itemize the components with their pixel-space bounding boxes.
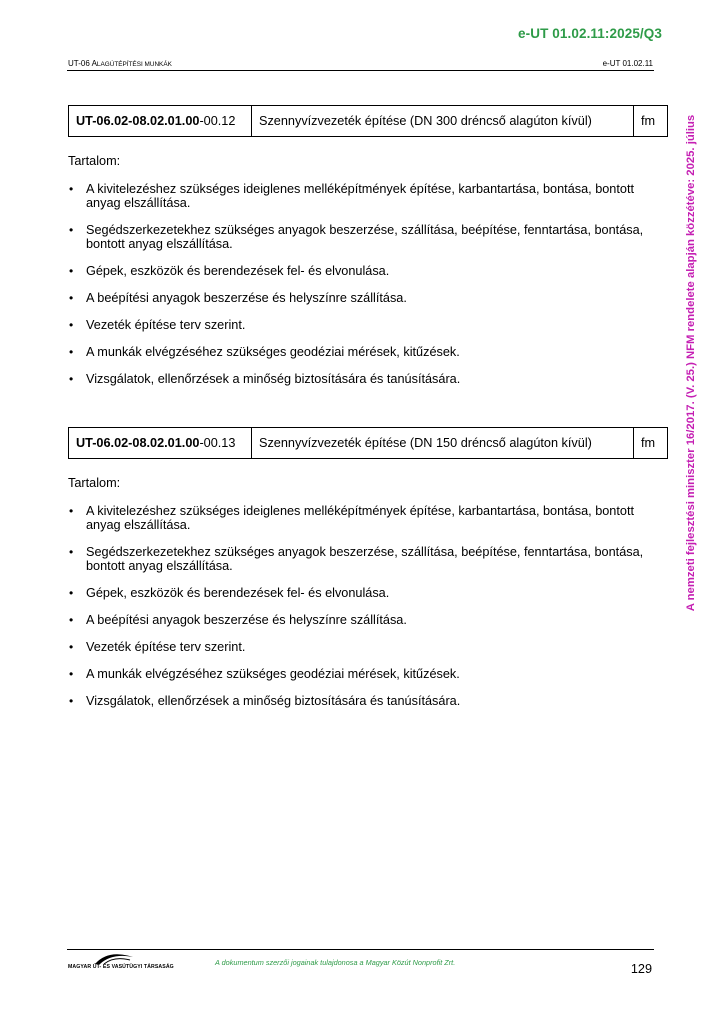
logo-swoosh-icon: [94, 951, 134, 965]
list-item: • Vizsgálatok, ellenőrzések a minőség biztosítására és tanúsítására.: [68, 694, 648, 708]
item-code-suffix: -00.12: [199, 114, 236, 128]
list-item: • A kivitelezéshez szükséges ideiglenes melléképítmények építése, karbantartása, bontása, bontott anyag elszállítása.: [68, 504, 648, 532]
list-item: • A munkák elvégzéséhez szükséges geodéziai mérések, kitűzések.: [68, 667, 648, 681]
list-item: • Vizsgálatok, ellenőrzések a minőség biztosítására és tanúsítására.: [68, 372, 648, 386]
content-list-2: [68, 504, 648, 721]
society-logo: [68, 951, 174, 973]
item-code-bold: UT-06.02-08.02.01.00: [76, 436, 200, 450]
side-publication-note-text: A nemzeti fejlesztési miniszter 16/2017. (V. 25.) NFM rendelete alapján közzétéve: 2025. július: [685, 114, 697, 612]
item-title-cell: Szennyvízvezeték építése (DN 150 dréncső alagúton kívül): [252, 428, 634, 458]
list-item: • Segédszerkezetekhez szükséges anyagok beszerzése, szállítása, beépítése, fenntartása, bontása, bontott anyag elszállítása.: [68, 223, 648, 251]
list-item: • Vezeték építése terv szerint.: [68, 640, 648, 654]
list-item: • Gépek, eszközök és berendezések fel- és elvonulása.: [68, 586, 648, 600]
item-code-cell: [69, 106, 252, 136]
item-unit-cell: fm: [641, 436, 656, 450]
list-item: • Vezeték építése terv szerint.: [68, 318, 648, 332]
content-list-1: [68, 182, 648, 399]
list-item: • Segédszerkezetekhez szükséges anyagok beszerzése, szállítása, beépítése, fenntartása, bontása, bontott anyag elszállítása.: [68, 545, 648, 573]
header-section-prefix: UT-06: [68, 59, 92, 68]
list-item: • A beépítési anyagok beszerzése és helyszínre szállítása.: [68, 291, 648, 305]
footer-copyright: A dokumentum szerzői jogainak tulajdonosa a Magyar Közút Nonprofit Zrt.: [215, 958, 456, 967]
item-title-cell: Szennyvízvezeték építése (DN 300 dréncső alagúton kívül): [252, 106, 634, 136]
content-label: Tartalom:: [68, 154, 121, 168]
header-section-title: [68, 59, 172, 68]
page-number: 129: [630, 962, 652, 976]
content-label: Tartalom:: [68, 476, 121, 490]
list-item: • Gépek, eszközök és berendezések fel- és elvonulása.: [68, 264, 648, 278]
logo-text: MAGYAR ÚT- ÉS VASÚTÜGYI TÁRSASÁG: [68, 964, 174, 970]
list-item: • A beépítési anyagok beszerzése és helyszínre szállítása.: [68, 613, 648, 627]
item-code-suffix: -00.13: [199, 436, 236, 450]
header-section-rest: LAGÚTÉPÍTÉSI MUNKÁK: [96, 61, 172, 68]
item-code-cell: [69, 428, 252, 458]
item-code-bold: UT-06.02-08.02.01.00: [76, 114, 200, 128]
item-unit-cell: fm: [641, 114, 656, 128]
item-table-2: [68, 427, 668, 459]
document-code: e-UT 01.02.11:2025/Q3: [518, 26, 662, 41]
footer-divider: [67, 949, 654, 950]
header-divider: [67, 70, 654, 71]
list-item: • A kivitelezéshez szükséges ideiglenes melléképítmények építése, karbantartása, bontása, bontott anyag elszállítása.: [68, 182, 648, 210]
header-document-id: e-UT 01.02.11: [602, 59, 653, 68]
item-table-1: [68, 105, 668, 137]
header-section-first-letter: A: [91, 59, 97, 68]
list-item: • A munkák elvégzéséhez szükséges geodéziai mérések, kitűzések.: [68, 345, 648, 359]
